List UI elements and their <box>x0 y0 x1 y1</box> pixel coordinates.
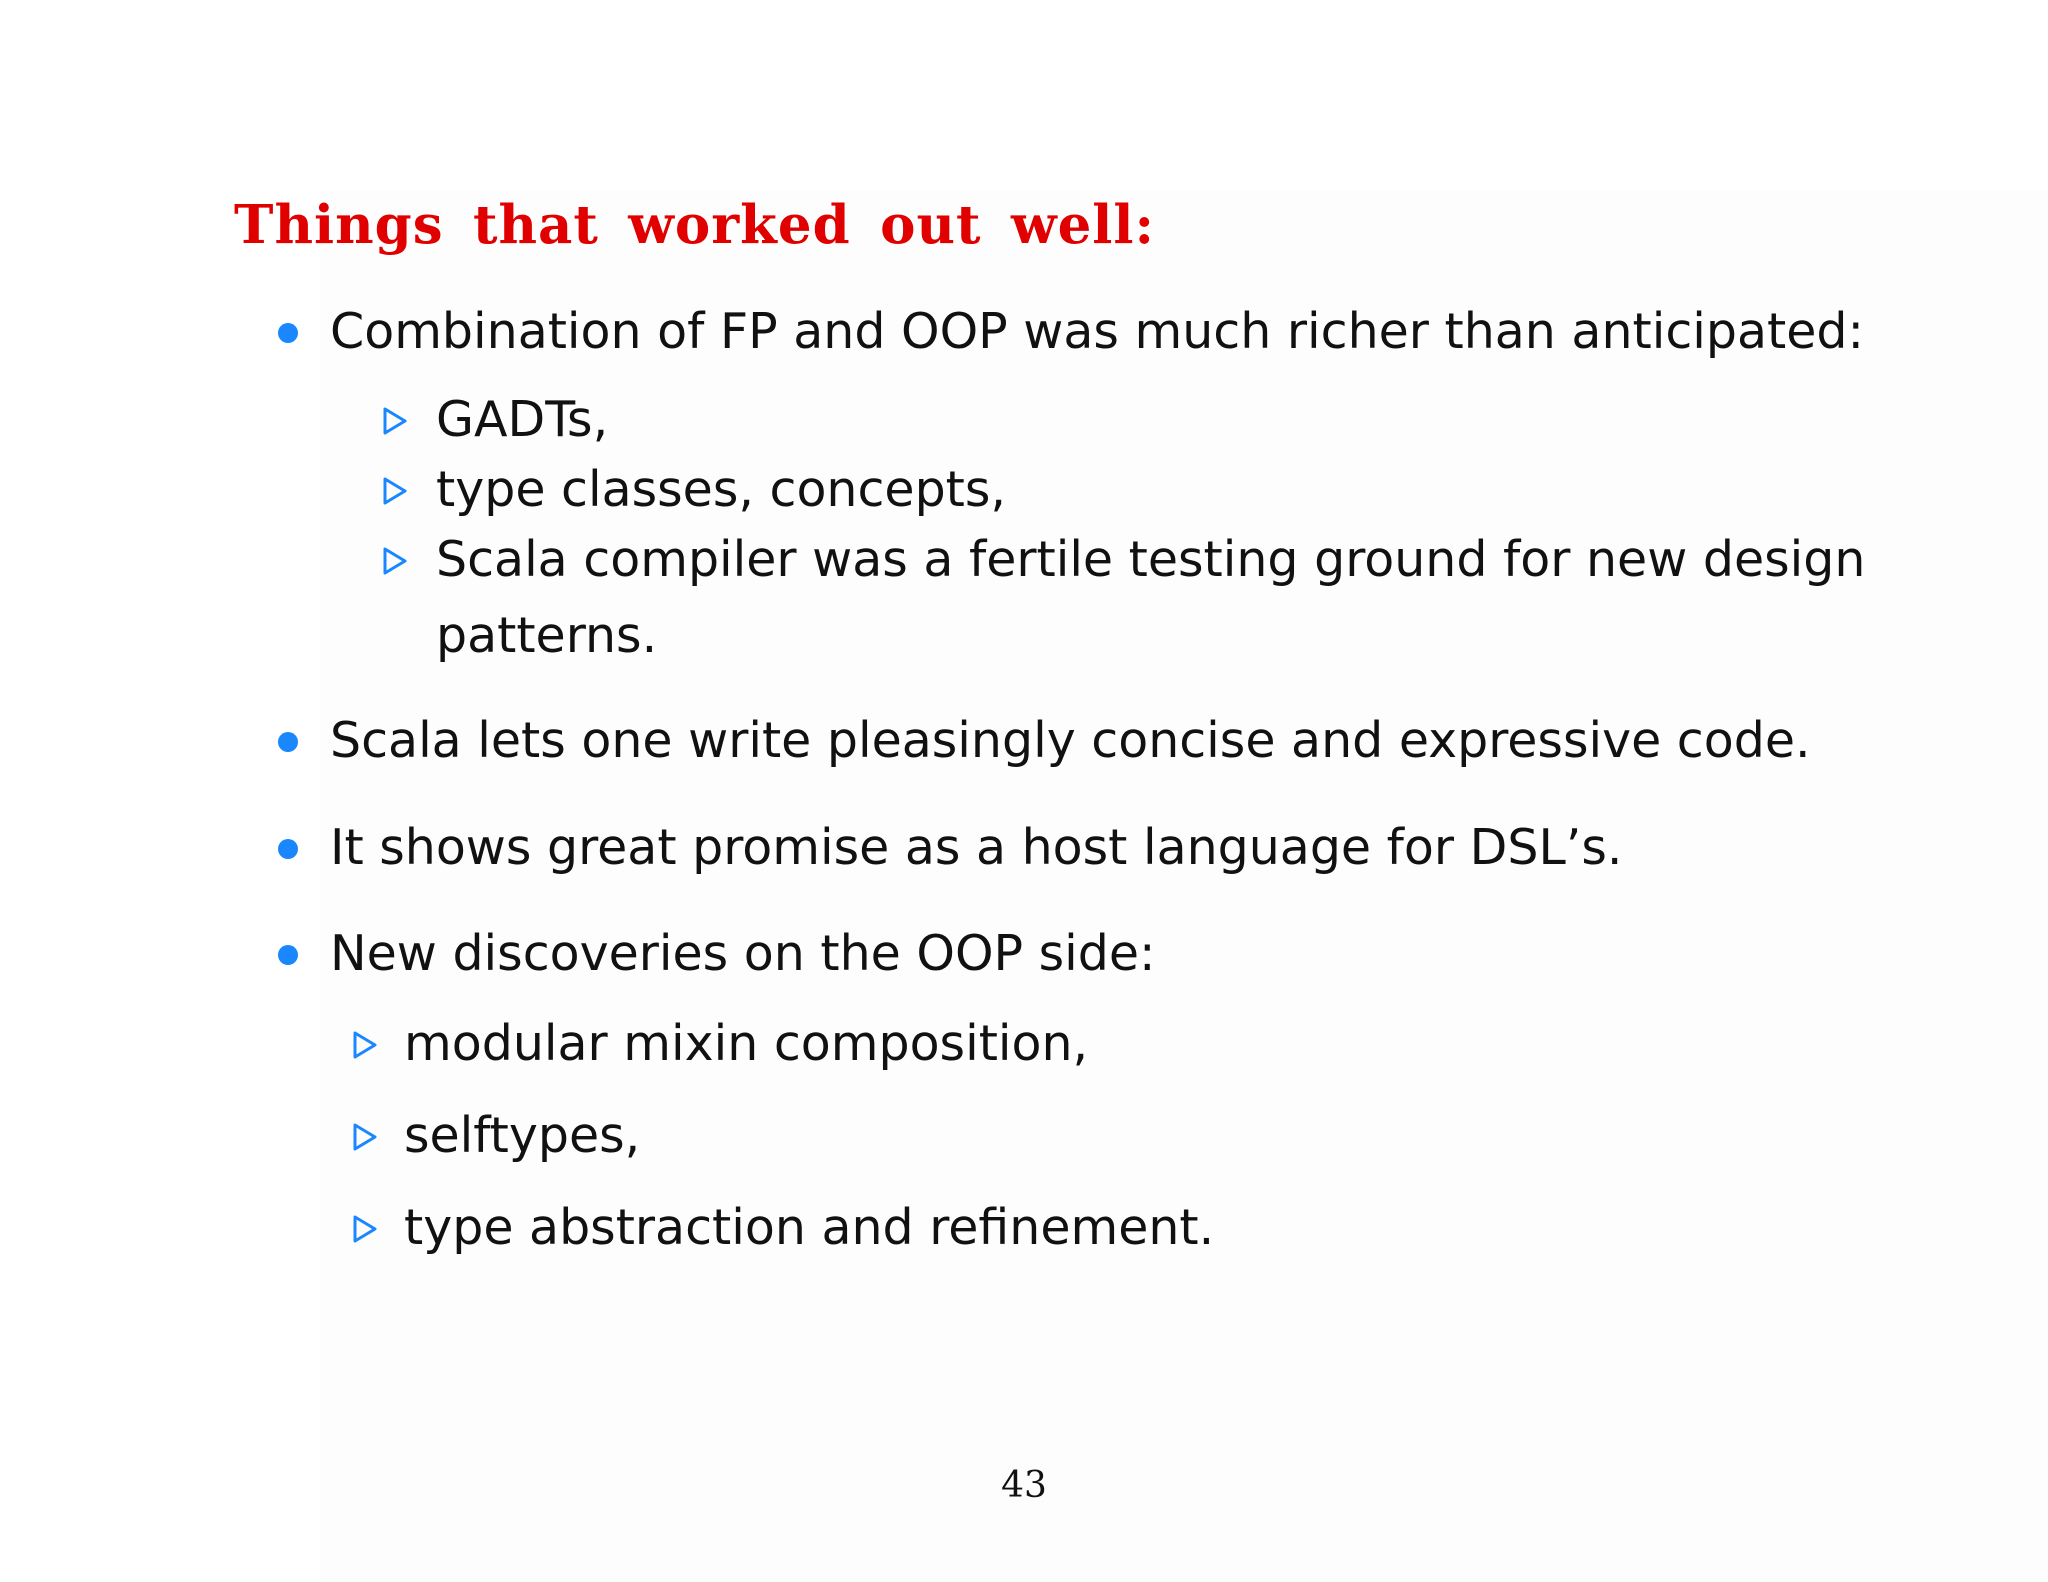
triangle-bullet-icon <box>352 1030 378 1060</box>
bullet-text-fp-oop: Combination of FP and OOP was much richer than anticipated: <box>330 303 1864 360</box>
triangle-bullet-icon <box>382 546 408 576</box>
triangle-bullet-icon <box>382 406 408 436</box>
slide-title: Things that worked out well: <box>234 194 1156 256</box>
subitem-scala-compiler-continued: patterns. <box>436 607 658 664</box>
subitem-gadts: GADTs, <box>436 391 609 448</box>
bullet-text-dsl: It shows great promise as a host language for DSL’s. <box>330 819 1623 876</box>
subitem-selftypes: selftypes, <box>404 1107 641 1164</box>
bullet-icon <box>278 732 298 752</box>
bullet-icon <box>278 945 298 965</box>
subitem-type-abstraction: type abstraction and refinement. <box>404 1199 1215 1256</box>
subitem-scala-compiler: Scala compiler was a fertile testing ground for new design <box>436 531 1866 588</box>
page-number: 43 <box>1001 1465 1047 1506</box>
bullet-icon <box>278 323 298 343</box>
subitem-mixin: modular mixin composition, <box>404 1015 1089 1072</box>
subitem-type-classes: type classes, concepts, <box>436 461 1006 518</box>
triangle-bullet-icon <box>352 1122 378 1152</box>
triangle-bullet-icon <box>382 476 408 506</box>
bullet-text-oop-side: New discoveries on the OOP side: <box>330 925 1156 982</box>
bullet-text-concise: Scala lets one write pleasingly concise and expressive code. <box>330 712 1811 769</box>
triangle-bullet-icon <box>352 1214 378 1244</box>
bullet-icon <box>278 839 298 859</box>
